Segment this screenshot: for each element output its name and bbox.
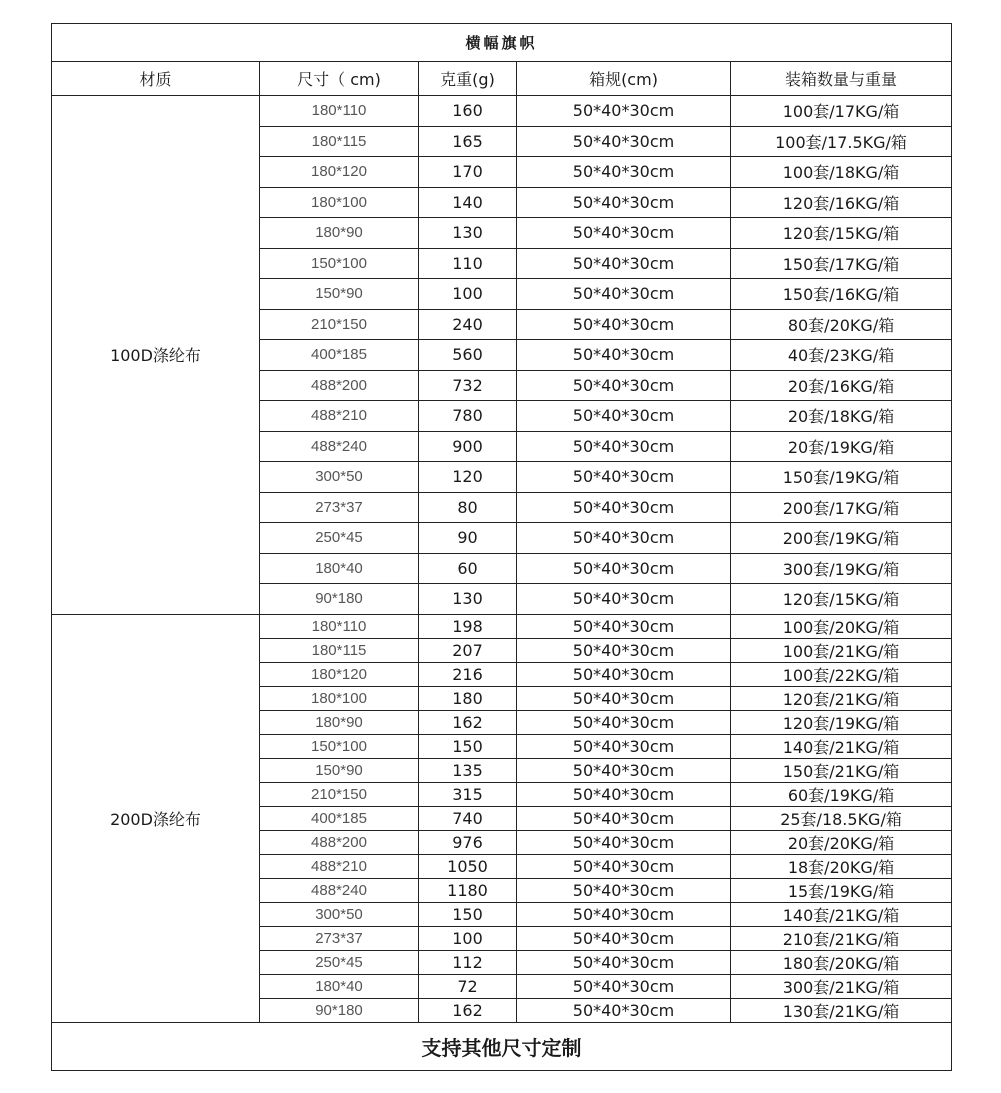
packing-cell: 120套/21KG/箱 (731, 686, 952, 710)
packing-cell: 60套/19KG/箱 (731, 782, 952, 806)
banner-spec-table (51, 23, 952, 1071)
box-spec-cell: 50*40*30cm (517, 248, 731, 279)
size-cell: 488*210 (260, 401, 419, 432)
weight-cell: 162 (419, 710, 517, 734)
packing-cell: 100套/21KG/箱 (731, 638, 952, 662)
packing-cell: 100套/17.5KG/箱 (731, 126, 952, 157)
box-spec-cell: 50*40*30cm (517, 902, 731, 926)
box-spec-cell: 50*40*30cm (517, 638, 731, 662)
size-cell: 180*40 (260, 974, 419, 998)
size-cell: 180*120 (260, 662, 419, 686)
packing-cell: 130套/21KG/箱 (731, 998, 952, 1022)
size-cell: 180*120 (260, 157, 419, 188)
size-cell: 150*100 (260, 734, 419, 758)
size-cell: 180*115 (260, 126, 419, 157)
box-spec-cell: 50*40*30cm (517, 401, 731, 432)
weight-cell: 100 (419, 926, 517, 950)
size-cell: 180*110 (260, 96, 419, 127)
weight-cell: 60 (419, 553, 517, 584)
size-cell: 90*180 (260, 584, 419, 615)
packing-cell: 15套/19KG/箱 (731, 878, 952, 902)
packing-cell: 20套/18KG/箱 (731, 401, 952, 432)
weight-cell: 1180 (419, 878, 517, 902)
packing-cell: 140套/21KG/箱 (731, 902, 952, 926)
weight-cell: 560 (419, 340, 517, 371)
packing-cell: 300套/21KG/箱 (731, 974, 952, 998)
packing-cell: 100套/18KG/箱 (731, 157, 952, 188)
packing-cell: 120套/15KG/箱 (731, 584, 952, 615)
box-spec-cell: 50*40*30cm (517, 584, 731, 615)
header-material: 材质 (52, 62, 260, 96)
size-cell: 250*45 (260, 523, 419, 554)
size-cell: 273*37 (260, 926, 419, 950)
weight-cell: 135 (419, 758, 517, 782)
size-cell: 488*200 (260, 370, 419, 401)
packing-cell: 18套/20KG/箱 (731, 854, 952, 878)
packing-cell: 100套/17KG/箱 (731, 96, 952, 127)
box-spec-cell: 50*40*30cm (517, 782, 731, 806)
box-spec-cell: 50*40*30cm (517, 279, 731, 310)
weight-cell: 112 (419, 950, 517, 974)
packing-cell: 100套/20KG/箱 (731, 614, 952, 638)
weight-cell: 732 (419, 370, 517, 401)
header-row (52, 62, 952, 96)
packing-cell: 80套/20KG/箱 (731, 309, 952, 340)
weight-cell: 130 (419, 584, 517, 615)
weight-cell: 110 (419, 248, 517, 279)
weight-cell: 80 (419, 492, 517, 523)
table-body (52, 24, 952, 1071)
weight-cell: 780 (419, 401, 517, 432)
box-spec-cell: 50*40*30cm (517, 523, 731, 554)
size-cell: 180*100 (260, 686, 419, 710)
size-cell: 150*90 (260, 279, 419, 310)
size-cell: 250*45 (260, 950, 419, 974)
box-spec-cell: 50*40*30cm (517, 758, 731, 782)
box-spec-cell: 50*40*30cm (517, 431, 731, 462)
weight-cell: 315 (419, 782, 517, 806)
weight-cell: 150 (419, 734, 517, 758)
packing-cell: 200套/19KG/箱 (731, 523, 952, 554)
packing-cell: 20套/16KG/箱 (731, 370, 952, 401)
box-spec-cell: 50*40*30cm (517, 854, 731, 878)
size-cell: 273*37 (260, 492, 419, 523)
size-cell: 488*240 (260, 878, 419, 902)
weight-cell: 1050 (419, 854, 517, 878)
packing-cell: 40套/23KG/箱 (731, 340, 952, 371)
weight-cell: 72 (419, 974, 517, 998)
box-spec-cell: 50*40*30cm (517, 340, 731, 371)
box-spec-cell: 50*40*30cm (517, 710, 731, 734)
box-spec-cell: 50*40*30cm (517, 926, 731, 950)
box-spec-cell: 50*40*30cm (517, 662, 731, 686)
weight-cell: 165 (419, 126, 517, 157)
box-spec-cell: 50*40*30cm (517, 734, 731, 758)
box-spec-cell: 50*40*30cm (517, 553, 731, 584)
table-row (52, 614, 952, 638)
packing-cell: 180套/20KG/箱 (731, 950, 952, 974)
packing-cell: 25套/18.5KG/箱 (731, 806, 952, 830)
size-cell: 300*50 (260, 902, 419, 926)
packing-cell: 150套/17KG/箱 (731, 248, 952, 279)
header-box-spec: 箱规(cm) (517, 62, 731, 96)
box-spec-cell: 50*40*30cm (517, 686, 731, 710)
weight-cell: 170 (419, 157, 517, 188)
size-cell: 180*110 (260, 614, 419, 638)
box-spec-cell: 50*40*30cm (517, 950, 731, 974)
size-cell: 150*100 (260, 248, 419, 279)
weight-cell: 120 (419, 462, 517, 493)
weight-cell: 240 (419, 309, 517, 340)
packing-cell: 140套/21KG/箱 (731, 734, 952, 758)
size-cell: 180*100 (260, 187, 419, 218)
packing-cell: 210套/21KG/箱 (731, 926, 952, 950)
size-cell: 150*90 (260, 758, 419, 782)
box-spec-cell: 50*40*30cm (517, 492, 731, 523)
weight-cell: 207 (419, 638, 517, 662)
packing-cell: 20套/19KG/箱 (731, 431, 952, 462)
box-spec-cell: 50*40*30cm (517, 878, 731, 902)
weight-cell: 216 (419, 662, 517, 686)
weight-cell: 150 (419, 902, 517, 926)
header-packing: 装箱数量与重量 (731, 62, 952, 96)
header-size: 尺寸（ cm) (260, 62, 419, 96)
box-spec-cell: 50*40*30cm (517, 614, 731, 638)
size-cell: 488*210 (260, 854, 419, 878)
weight-cell: 160 (419, 96, 517, 127)
weight-cell: 140 (419, 187, 517, 218)
size-cell: 180*115 (260, 638, 419, 662)
box-spec-cell: 50*40*30cm (517, 96, 731, 127)
title-row (52, 24, 952, 62)
packing-cell: 120套/19KG/箱 (731, 710, 952, 734)
weight-cell: 740 (419, 806, 517, 830)
box-spec-cell: 50*40*30cm (517, 998, 731, 1022)
size-cell: 180*90 (260, 218, 419, 249)
box-spec-cell: 50*40*30cm (517, 974, 731, 998)
box-spec-cell: 50*40*30cm (517, 218, 731, 249)
packing-cell: 150套/21KG/箱 (731, 758, 952, 782)
packing-cell: 300套/19KG/箱 (731, 553, 952, 584)
box-spec-cell: 50*40*30cm (517, 462, 731, 493)
size-cell: 488*200 (260, 830, 419, 854)
packing-cell: 150套/16KG/箱 (731, 279, 952, 310)
box-spec-cell: 50*40*30cm (517, 806, 731, 830)
weight-cell: 976 (419, 830, 517, 854)
header-weight: 克重(g) (419, 62, 517, 96)
box-spec-cell: 50*40*30cm (517, 370, 731, 401)
size-cell: 90*180 (260, 998, 419, 1022)
weight-cell: 162 (419, 998, 517, 1022)
size-cell: 400*185 (260, 340, 419, 371)
packing-cell: 200套/17KG/箱 (731, 492, 952, 523)
size-cell: 488*240 (260, 431, 419, 462)
size-cell: 180*40 (260, 553, 419, 584)
material-cell: 100D涤纶布 (52, 96, 260, 615)
custom-size-note: 支持其他尺寸定制 (52, 1022, 952, 1070)
material-cell: 200D涤纶布 (52, 614, 260, 1022)
table-title: 横幅旗帜 (52, 24, 952, 62)
packing-cell: 120套/15KG/箱 (731, 218, 952, 249)
weight-cell: 90 (419, 523, 517, 554)
weight-cell: 900 (419, 431, 517, 462)
weight-cell: 130 (419, 218, 517, 249)
size-cell: 210*150 (260, 309, 419, 340)
box-spec-cell: 50*40*30cm (517, 830, 731, 854)
packing-cell: 20套/20KG/箱 (731, 830, 952, 854)
packing-cell: 120套/16KG/箱 (731, 187, 952, 218)
box-spec-cell: 50*40*30cm (517, 309, 731, 340)
size-cell: 300*50 (260, 462, 419, 493)
table-row (52, 96, 952, 127)
size-cell: 400*185 (260, 806, 419, 830)
box-spec-cell: 50*40*30cm (517, 126, 731, 157)
size-cell: 180*90 (260, 710, 419, 734)
size-cell: 210*150 (260, 782, 419, 806)
footer-row (52, 1022, 952, 1070)
weight-cell: 180 (419, 686, 517, 710)
packing-cell: 150套/19KG/箱 (731, 462, 952, 493)
box-spec-cell: 50*40*30cm (517, 157, 731, 188)
packing-cell: 100套/22KG/箱 (731, 662, 952, 686)
weight-cell: 198 (419, 614, 517, 638)
weight-cell: 100 (419, 279, 517, 310)
box-spec-cell: 50*40*30cm (517, 187, 731, 218)
